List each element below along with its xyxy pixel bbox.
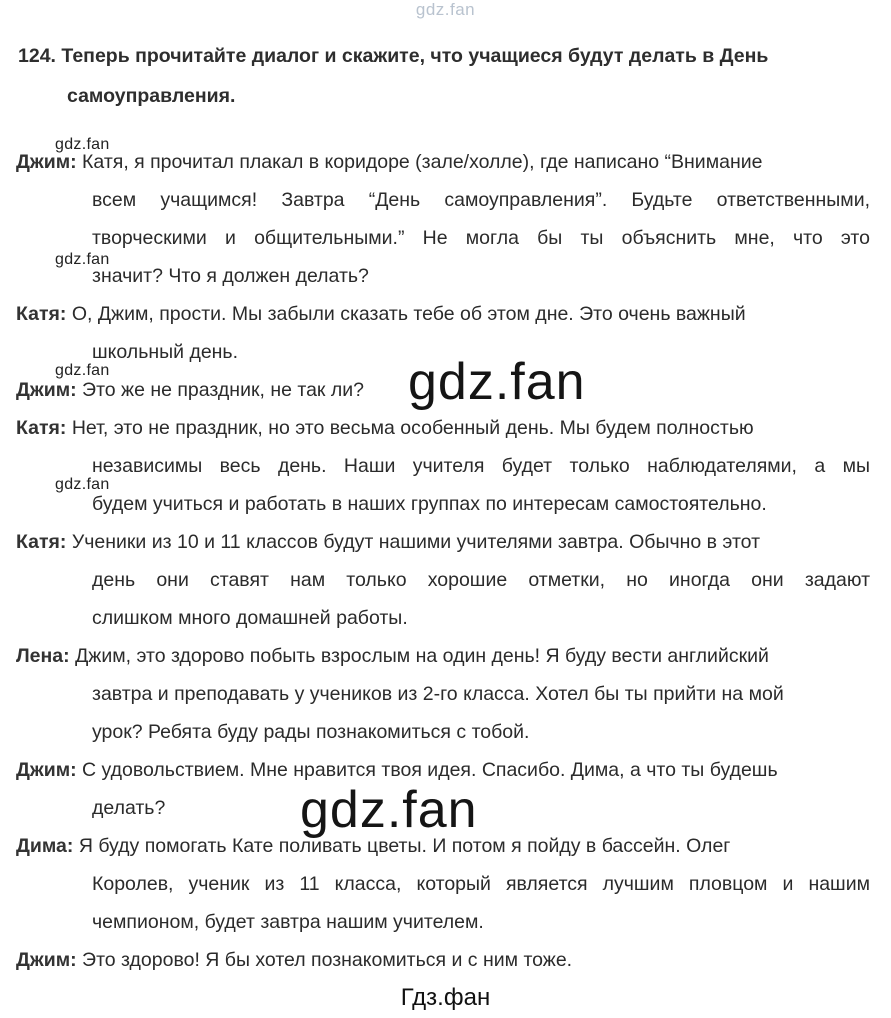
dialogue-line	[16, 417, 754, 440]
speaker-name: Катя:	[16, 531, 67, 553]
dialogue-line: Королев, ученик из 11 класса, который является лучшим пловцом и нашим	[92, 873, 870, 895]
dialogue-line	[16, 531, 760, 554]
task-heading-line-1	[18, 36, 878, 76]
dialogue-line	[16, 949, 572, 972]
speaker-name: Лена:	[16, 645, 70, 667]
task-text: Теперь прочитайте диалог и скажите, что учащиеся будут делать в День	[61, 45, 769, 67]
task-number: 124.	[18, 45, 56, 67]
speaker-name: Джим:	[16, 759, 77, 781]
dialogue-line: делать?	[92, 797, 166, 819]
dialogue-line: урок? Ребята буду рады познакомиться с тобой.	[92, 721, 530, 743]
speaker-name: Дима:	[16, 835, 74, 857]
speaker-name: Джим:	[16, 949, 77, 971]
speaker-name: Джим:	[16, 151, 77, 173]
task-heading	[18, 36, 878, 116]
bottom-watermark: Гдз.фан	[400, 984, 491, 1011]
task-heading-line-2: самоуправления.	[67, 85, 236, 107]
dialogue-line: завтра и преподавать у учеников из 2-го класса. Хотел бы ты прийти на мой	[92, 683, 784, 705]
dialogue-text: Ученики из 10 и 11 классов будут нашими учителями завтра. Обычно в этот	[71, 531, 761, 553]
small-watermark: gdz.fan	[55, 136, 110, 153]
dialogue-text: Это здорово! Я бы хотел познакомиться и с ним тоже.	[82, 949, 573, 971]
small-watermark: gdz.fan	[55, 476, 110, 493]
dialogue-line: чемпионом, будет завтра нашим учителем.	[92, 911, 484, 933]
dialogue-text: С удовольствием. Мне нравится твоя идея. Спасибо. Дима, а что ты будешь	[82, 759, 778, 781]
small-watermark: gdz.fan	[55, 251, 110, 268]
dialogue-line	[16, 303, 746, 326]
dialogue-text: О, Джим, прости. Мы забыли сказать тебе об этом дне. Это очень важный	[71, 303, 746, 325]
small-watermark: gdz.fan	[55, 362, 110, 379]
dialogue-line: значит? Что я должен делать?	[92, 265, 369, 287]
dialogue-text: Катя, я прочитал плакал в коридоре (зале/холле), где написано “Внимание	[82, 151, 763, 173]
large-watermark: gdz.fan	[408, 353, 586, 411]
speaker-name: Катя:	[16, 417, 67, 439]
dialogue-line	[16, 759, 778, 782]
speaker-name: Катя:	[16, 303, 67, 325]
dialogue-line: независимы весь день. Наши учителя будет только наблюдателями, а мы	[92, 455, 870, 477]
top-watermark: gdz.fan	[415, 0, 476, 19]
dialogue-line	[16, 379, 364, 402]
dialogue-line: будем учиться и работать в наших группах по интересам самостоятельно.	[92, 493, 767, 515]
dialogue-line	[16, 645, 769, 668]
dialogue-line: слишком много домашней работы.	[92, 607, 408, 629]
dialogue-text: Нет, это не праздник, но это весьма особенный день. Мы будем полностью	[71, 417, 754, 439]
dialogue-line: всем учащимся! Завтра “День самоуправления”. Будьте ответственными,	[92, 189, 870, 211]
dialogue-text: Я буду помогать Кате поливать цветы. И потом я пойду в бассейн. Олег	[78, 835, 731, 857]
dialogue-line: школьный день.	[92, 341, 239, 363]
dialogue-line	[16, 151, 762, 174]
dialogue-line: день они ставят нам только хорошие отметки, но иногда они задают	[92, 569, 870, 591]
large-watermark: gdz.fan	[300, 781, 478, 839]
dialogue-text: Джим, это здорово побыть взрослым на один день! Я буду вести английский	[75, 645, 769, 667]
speaker-name: Джим:	[16, 379, 77, 401]
dialogue-line: творческими и общительными.” Не могла бы ты объяснить мне, что это	[92, 227, 870, 249]
dialogue-text: Это же не праздник, не так ли?	[82, 379, 364, 401]
